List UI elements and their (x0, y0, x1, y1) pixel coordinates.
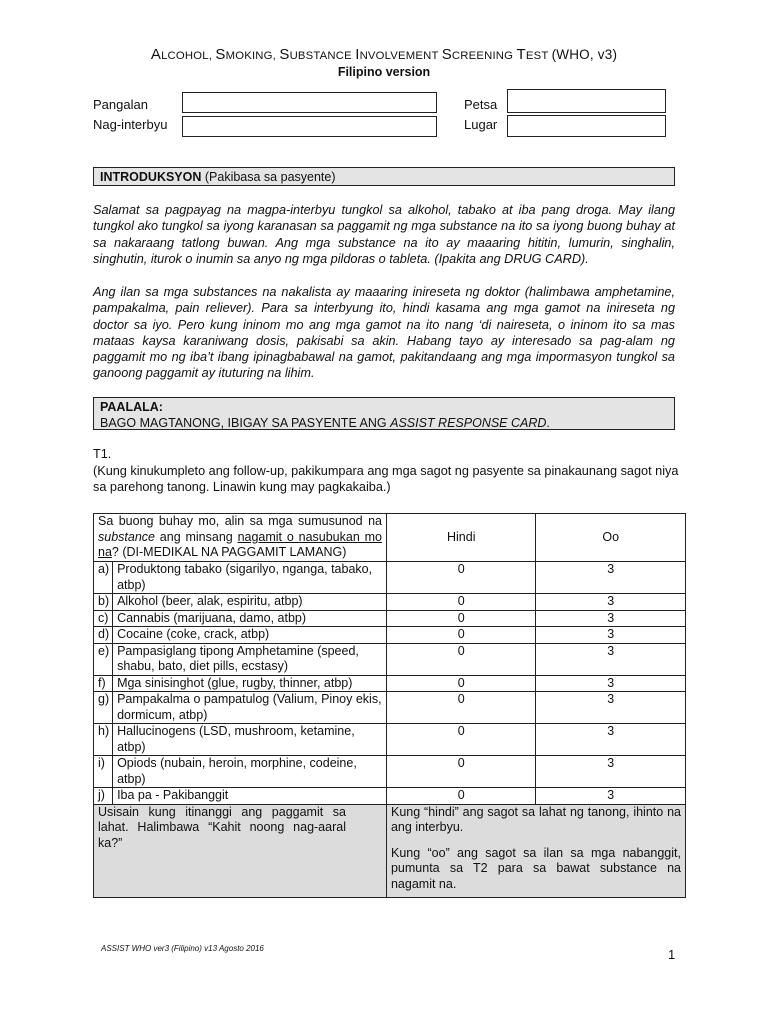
question-text-pre: Sa buong buhay mo, alin sa mga sumusunod na (98, 514, 382, 528)
page-number: 1 (668, 947, 676, 962)
title-initial: S (279, 46, 290, 63)
row-answer-no[interactable]: 0 (386, 643, 536, 675)
row-answer-no[interactable]: 0 (386, 627, 536, 644)
row-answer-yes[interactable]: 3 (536, 562, 686, 594)
table-row (94, 788, 686, 805)
row-letter: a) (94, 562, 113, 594)
footer-routing-instruction (386, 804, 685, 897)
interviewer-label: Nag-interbyu (93, 117, 168, 132)
row-substance: Pampakalma o pampatulog (Valium, Pinoy ekis, dormicum, atbp) (113, 692, 387, 724)
place-label: Lugar (464, 117, 498, 132)
footer-probe-instruction: Usisain kung itinanggi ang paggamit sa lahat. Halimbawa “Kahit noong nag-aaral ka?” (94, 804, 387, 897)
name-field[interactable] (182, 92, 437, 113)
row-letter: d) (94, 627, 113, 644)
question-text-emphasis: substance (98, 529, 155, 544)
table-row (94, 594, 686, 611)
table-header-row (94, 514, 686, 562)
intro-paragraph-2: Ang ilan sa mga substances na nakalista ay maaaring inireseta ng doktor (halimbawa amphetamine, pampakalma, pain reliever). Para sa interbyung ito, hindi kasama ang mga gamot na inireseta ng doctor sa iyo. Pero kung ininom mo ang mga gamot na ito nang ‘di naireseta, o ininom ito sa mas mataas kaysa karaniwang dosis, pakisabi sa akin. Habang tayo ay interesado sa pag-alam ng paggamit mo ng iba’t ibang ipinagbabawal na gamot, pakitandaang ang mga impormasyon tungkol sa ganoong paggamit ay ituturing na lihim. (93, 285, 675, 381)
table-row (94, 627, 686, 644)
intro-heading-note: (Pakibasa sa pasyente) (201, 170, 336, 184)
intro-paragraph-1: Salamat sa pagpayag na magpa-interbyu tungkol sa alkohol, tabako at iba pang droga. May ilang tungkol ako tungkol sa iyong karanasan sa paggamit ng mga substance na ito sa iyong buong buhay at sa nakaraang tatlong buwan. Ang mga substance na ito ay maaaring hititin, lumurin, singhalin, singhutin, iturok o inumin sa anyo ng mga pildoras o tableta. (Ipakita ang DRUG CARD). (93, 203, 675, 266)
row-substance: Mga sinisinghot (glue, rugby, thinner, atbp) (113, 675, 387, 692)
title-word: EST (525, 50, 552, 62)
row-answer-no[interactable]: 0 (386, 562, 536, 594)
place-field[interactable] (507, 115, 666, 137)
name-label: Pangalan (93, 97, 148, 112)
row-answer-yes[interactable]: 3 (536, 610, 686, 627)
question-text-underline: nagamit o nasubukan mo na (98, 529, 382, 559)
row-substance: Cocaine (coke, crack, atbp) (113, 627, 387, 644)
row-substance: Opiods (nubain, heroin, morphine, codeine, atbp) (113, 756, 387, 788)
title-initial: I (355, 46, 360, 63)
reminder-text (100, 415, 668, 431)
reminder-text-post: . (546, 416, 550, 430)
row-answer-no[interactable]: 0 (386, 756, 536, 788)
row-answer-yes[interactable]: 3 (536, 756, 686, 788)
title-initial: S (215, 46, 226, 63)
question-cell (94, 514, 387, 562)
date-field[interactable] (507, 89, 666, 113)
row-substance: Produktong tabako (sigarilyo, nganga, tabako, atbp) (113, 562, 387, 594)
row-letter: b) (94, 594, 113, 611)
title-word: UBSTANCE (289, 50, 356, 62)
row-substance: Alkohol (beer, alak, espiritu, atbp) (113, 594, 387, 611)
table-row (94, 610, 686, 627)
row-letter: h) (94, 724, 113, 756)
row-letter: c) (94, 610, 113, 627)
title-word: LCOHOL, (161, 50, 216, 62)
title-suffix: (WHO, v3) (551, 47, 618, 62)
reminder-text-pre: BAGO MAGTANONG, IBIGAY SA PASYENTE ANG (100, 416, 391, 430)
t1-label: T1. (93, 447, 112, 461)
reminder-box (93, 397, 675, 430)
row-letter: e) (94, 643, 113, 675)
row-substance: Cannabis (marijuana, damo, atbp) (113, 610, 387, 627)
question-text-post: ? (DI-MEDIKAL NA PAGGAMIT LAMANG) (111, 545, 347, 559)
row-answer-no[interactable]: 0 (386, 675, 536, 692)
row-answer-no[interactable]: 0 (386, 724, 536, 756)
reminder-heading: PAALALA: (100, 400, 163, 414)
date-label: Petsa (464, 97, 498, 112)
title-word: MOKING, (225, 50, 280, 62)
title-word: CREENING (451, 50, 517, 62)
row-substance: Iba pa - Pakibanggit (113, 788, 387, 805)
question-text-mid: ang minsang (154, 529, 238, 544)
row-answer-yes[interactable]: 3 (536, 594, 686, 611)
table-row (94, 675, 686, 692)
intro-heading-title: INTRODUKSYON (100, 170, 202, 184)
row-letter: j) (94, 788, 113, 805)
row-answer-no[interactable]: 0 (386, 594, 536, 611)
routing-no: Kung “hindi” ang sagot sa lahat ng tanong, ihinto na ang interbyu. (390, 804, 681, 834)
table-row (94, 562, 686, 594)
page-subtitle: Filipino version (337, 65, 431, 79)
row-answer-yes[interactable]: 3 (536, 692, 686, 724)
row-answer-yes[interactable]: 3 (536, 675, 686, 692)
footer-version: ASSIST WHO ver3 (Filipino) v13 Agosto 2016 (101, 944, 264, 953)
column-header-yes: Oo (536, 514, 686, 562)
row-answer-yes[interactable]: 3 (536, 788, 686, 805)
table-row (94, 756, 686, 788)
table-row (94, 724, 686, 756)
row-answer-no[interactable]: 0 (386, 692, 536, 724)
row-letter: i) (94, 756, 113, 788)
column-header-no: Hindi (386, 514, 536, 562)
table-row (94, 643, 686, 675)
table-footer-row (94, 804, 686, 897)
table-row (94, 692, 686, 724)
row-answer-yes[interactable]: 3 (536, 627, 686, 644)
interviewer-field[interactable] (182, 116, 437, 137)
row-answer-no[interactable]: 0 (386, 610, 536, 627)
title-initial: A (150, 46, 162, 63)
row-answer-no[interactable]: 0 (386, 788, 536, 805)
substance-table (93, 513, 686, 898)
t1-note: (Kung kinukumpleto ang follow-up, pakikumpara ang mga sagot ng pasyente sa pinakaunang sagot niya sa parehong tanong. Linawin kung may pagkakaiba.) (93, 464, 679, 495)
title-initial: T (516, 46, 526, 63)
row-letter: f) (94, 675, 113, 692)
row-answer-yes[interactable]: 3 (536, 643, 686, 675)
intro-heading (93, 167, 675, 186)
row-letter: g) (94, 692, 113, 724)
row-substance: Pampasiglang tipong Amphetamine (speed, shabu, bato, diet pills, ecstasy) (113, 643, 387, 675)
row-substance: Hallucinogens (LSD, mushroom, ketamine, atbp) (113, 724, 387, 756)
title-initial: S (441, 46, 452, 63)
row-answer-yes[interactable]: 3 (536, 724, 686, 756)
page-title (0, 46, 768, 63)
routing-yes: Kung “oo” ang sagot sa ilan sa mga nabanggit, pumunta sa T2 para sa bawat substance na nagamit na. (390, 845, 681, 891)
reminder-text-emphasis: ASSIST RESPONSE CARD (390, 416, 547, 430)
title-word: NVOLVEMENT (359, 50, 442, 62)
